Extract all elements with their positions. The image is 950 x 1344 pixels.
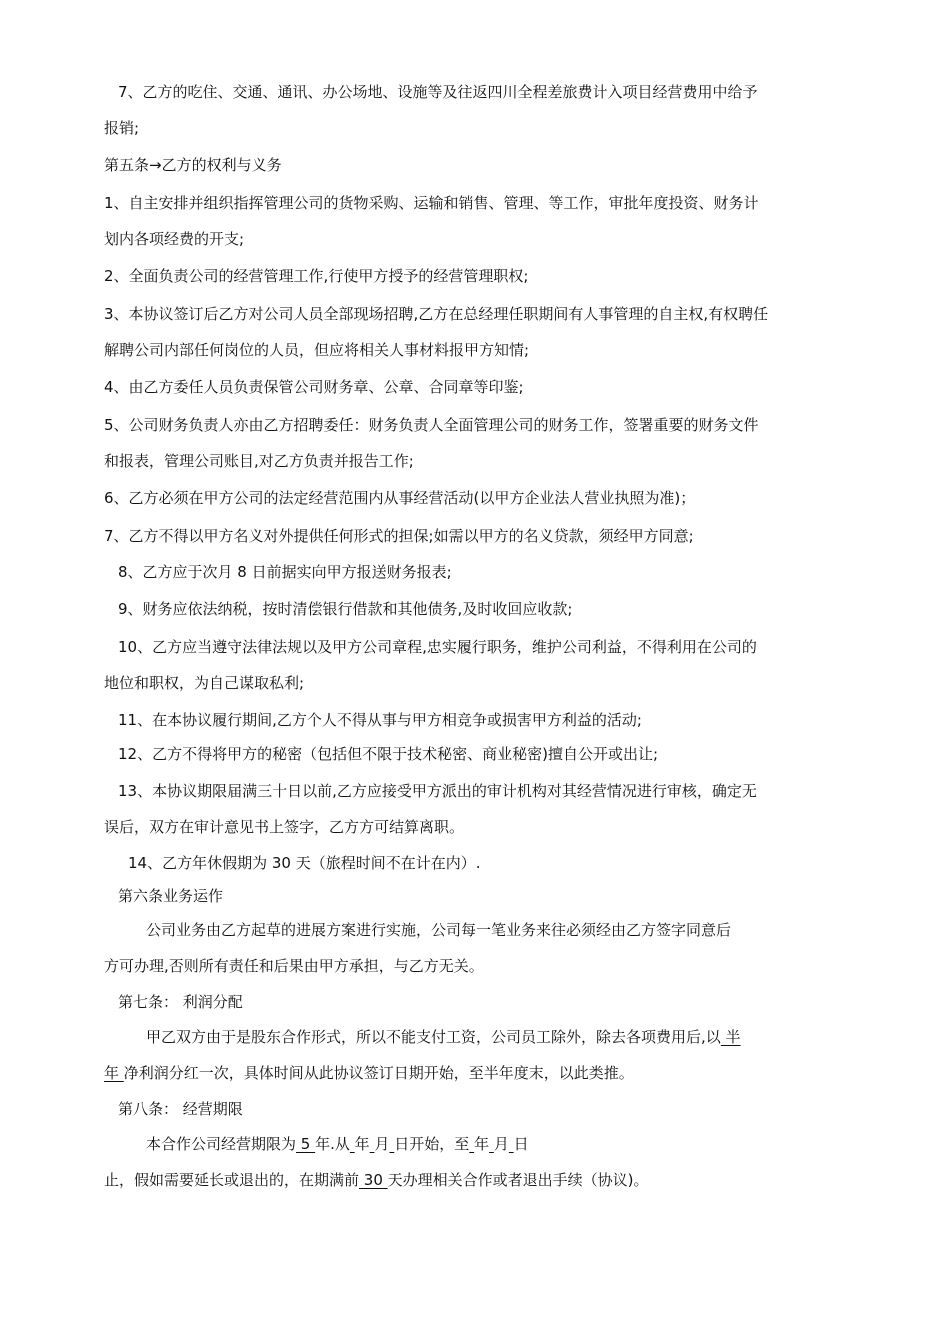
profit-paragraph-line <box>146 1027 741 1047</box>
text-line: 2、全面负责公司的经营管理工作,行使甲方授予的经营管理职权; <box>104 267 529 285</box>
text-line: 9、财务应依法纳税，按时清偿银行借款和其他债务,及时收回应收款; <box>118 600 573 618</box>
text-line: 10、乙方应当遵守法律法规以及甲方公司章程,忠实履行职务，维护公司利益，不得利用在公司的 <box>118 638 757 656</box>
profit-paragraph-line <box>104 1063 634 1083</box>
term-years-field: 5 <box>296 1135 316 1153</box>
section-heading: 第六条业务运作 <box>118 887 224 905</box>
term-text: 日开始，至 <box>394 1135 470 1153</box>
text-line: 地位和职权，为自己谋取私利; <box>104 674 305 692</box>
term-paragraph-line <box>104 1170 649 1190</box>
text-line: 1、自主安排并组织指挥管理公司的货物采购、运输和销售、管理、等工作，审批年度投资、财务计 <box>104 194 759 212</box>
text-line: 解聘公司内部任何岗位的人员，但应将相关人事材料报甲方知情; <box>104 341 530 359</box>
profit-period-field: 半 <box>720 1028 741 1046</box>
text-line: 方可办理,否则所有责任和后果由甲方承担，与乙方无关。 <box>104 957 484 975</box>
text-line: 和报表，管理公司账目,对乙方负责并报告工作; <box>104 452 414 470</box>
term-text: 年 <box>474 1135 490 1153</box>
text-line: 划内各项经费的开支; <box>104 230 245 248</box>
text-line: 7、乙方不得以甲方名义对外提供任何形式的担保;如需以甲方的名义贷款，须经甲方同意; <box>104 527 694 545</box>
text-line: 6、乙方必须在甲方公司的法定经营范围内从事经营活动(以甲方企业法人营业执照为准)； <box>104 489 696 507</box>
term-text: 天办理相关合作或者退出手续（协议)。 <box>387 1171 649 1189</box>
text-line: 12、乙方不得将甲方的秘密（包括但不限于技术秘密、商业秘密)擅自公开或出让; <box>118 745 658 763</box>
text-line: 3、本协议签订后乙方对公司人员全部现场招聘,乙方在总经理任职期间有人事管理的自主权,有权聘任 <box>104 305 769 323</box>
section-heading: 第五条→乙方的权利与义务 <box>104 156 282 174</box>
term-text: 止，假如需要延长或退出的，在期满前 <box>104 1171 360 1189</box>
text-line: 5、公司财务负责人亦由乙方招聘委任：财务负责人全面管理公司的财务工作，签署重要的财务文件 <box>104 416 759 434</box>
term-text: 日 <box>513 1135 529 1153</box>
text-line: 11、在本协议履行期间,乙方个人不得从事与甲方相竞争或损害甲方利益的活动; <box>118 711 642 729</box>
text-line: 8、乙方应于次月 8 日前据实向甲方报送财务报表; <box>118 563 452 581</box>
section-heading: 第七条： 利润分配 <box>118 993 243 1011</box>
term-paragraph-line <box>146 1134 529 1154</box>
text-line: 14、乙方年休假期为 30 天（旅程时间不在计在内）. <box>128 854 481 872</box>
profit-text: 净利润分红一次，具体时间从此协议签订日期开始，至半年度末，以此类推。 <box>123 1064 634 1082</box>
text-line: 13、本协议期限届满三十日以前,乙方应接受甲方派出的审计机构对其经营情况进行审核，确定无 <box>118 782 757 800</box>
text-line: 4、由乙方委任人员负责保管公司财务章、公章、合同章等印鉴; <box>104 378 524 396</box>
term-text: 月 <box>493 1135 509 1153</box>
term-text: 年 <box>354 1135 370 1153</box>
text-line: 误后，双方在审计意见书上签字，乙方方可结算离职。 <box>104 818 465 836</box>
notice-days-field: 30 <box>359 1171 388 1189</box>
term-text: 年.从 <box>315 1135 350 1153</box>
text-line: 7、乙方的吃住、交通、通讯、办公场地、设施等及往返四川全程差旅费计入项目经营费用中给予 <box>118 83 758 101</box>
term-text: 本合作公司经营期限为 <box>146 1135 297 1153</box>
term-text: 月 <box>374 1135 390 1153</box>
profit-period-field: 年 <box>104 1064 124 1082</box>
text-line: 报销; <box>104 119 140 137</box>
profit-text: 甲乙双方由于是股东合作形式，所以不能支付工资，公司员工除外，除去各项费用后,以 <box>146 1028 721 1046</box>
text-line: 公司业务由乙方起草的进展方案进行实施，公司每一笔业务来往必须经由乙方签字同意后 <box>146 921 732 939</box>
section-heading: 第八条： 经营期限 <box>118 1100 243 1118</box>
